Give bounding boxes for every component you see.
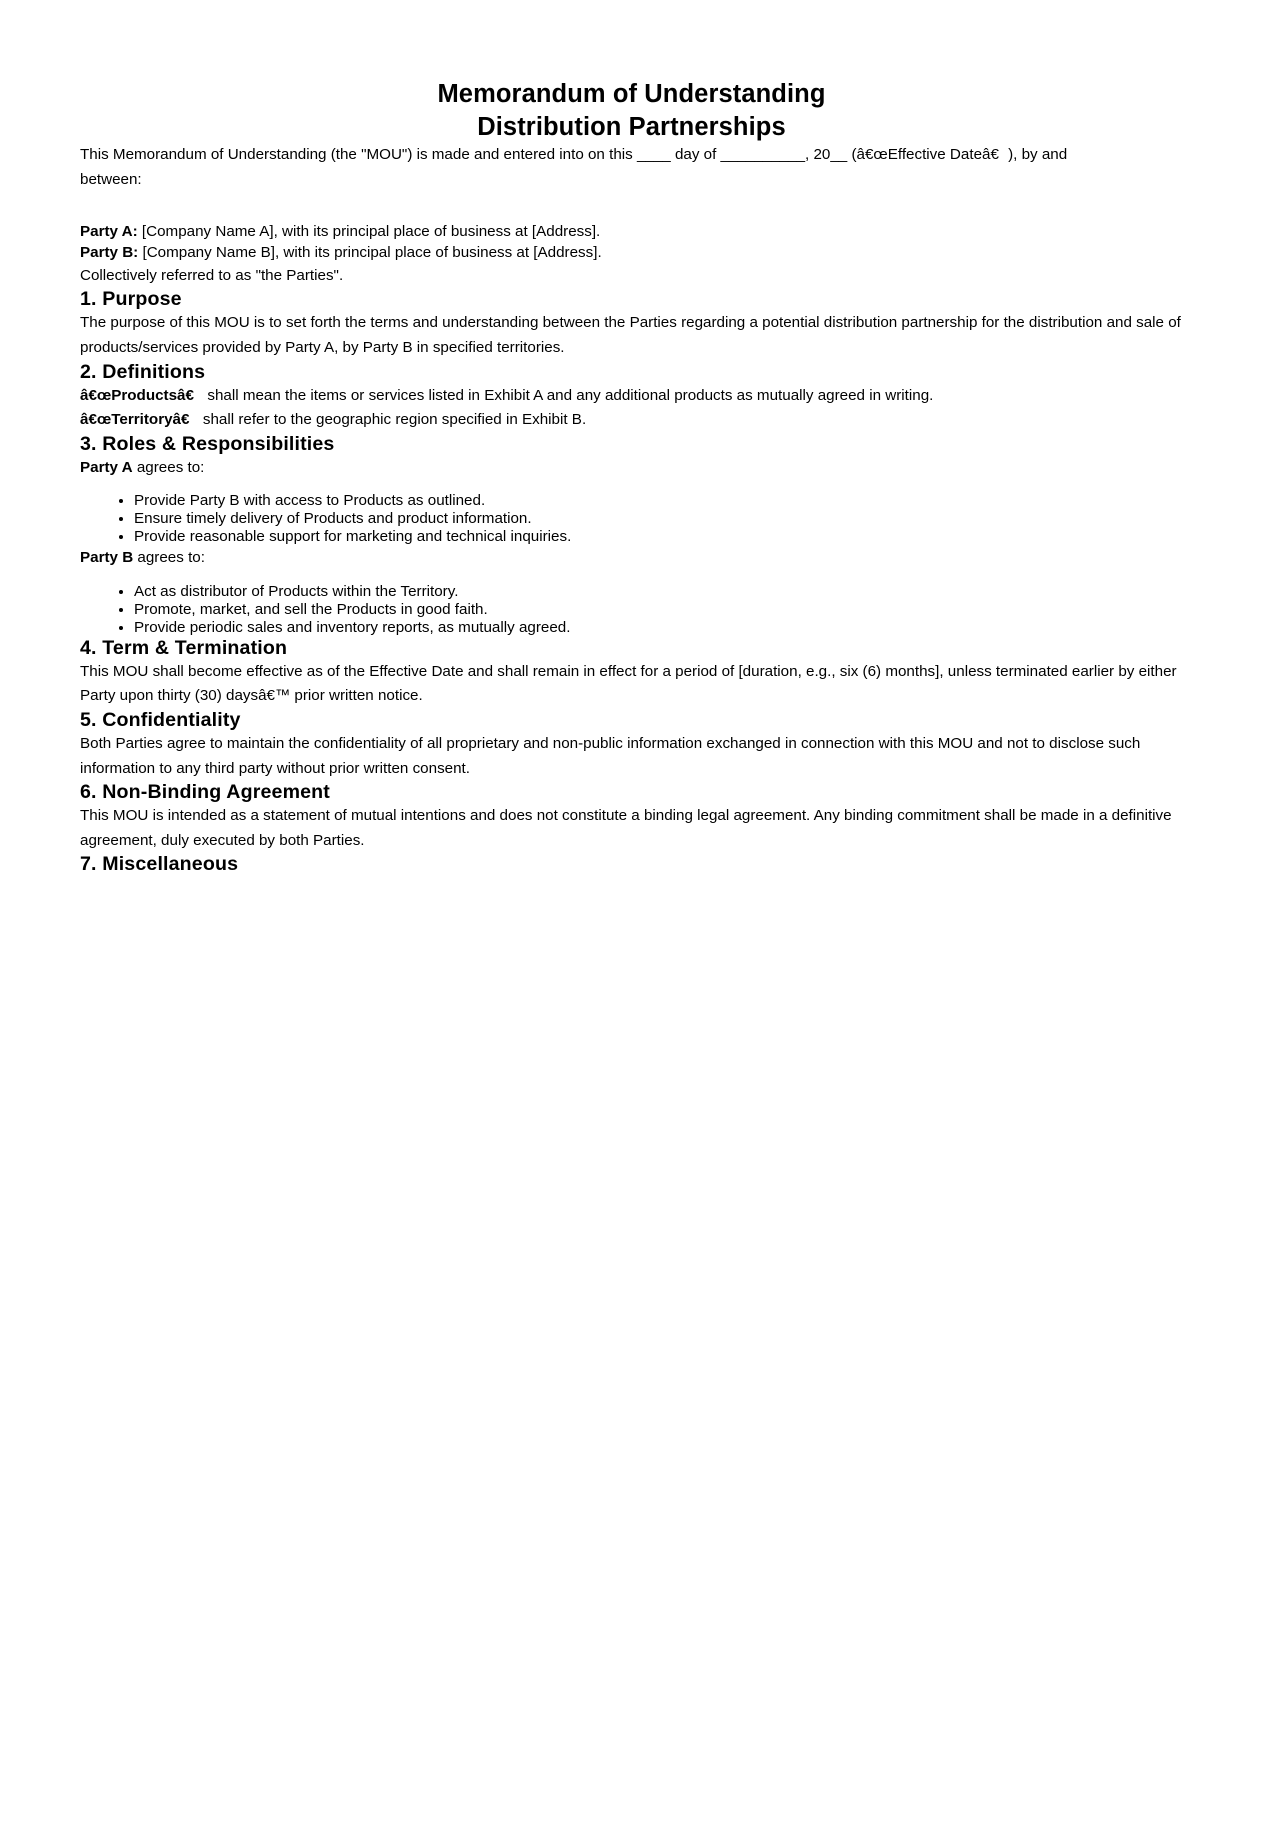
definition-territory-text: shall refer to the geographic region specified in Exhibit B.	[198, 411, 587, 429]
party-b-line	[80, 242, 1183, 264]
party-b-text: [Company Name B], with its principal place of business at [Address].	[138, 244, 602, 262]
section-body-non-binding: This MOU is intended as a statement of mutual intentions and does not constitute a binding legal agreement. Any binding commitment shall be made in a definitive agreement, duly executed by both Parties.	[80, 807, 1172, 849]
definition-products-text: shall mean the items or services listed in Exhibit A and any additional products as mutually agreed in writing.	[203, 386, 934, 404]
definition-products-term: â€œProductsâ€	[80, 386, 204, 404]
list-item: • Ensure timely delivery of Products and product information.	[134, 510, 1183, 528]
title-line-1: Memorandum of Understanding	[437, 80, 826, 108]
list-item: • Act as distributor of Products within the Territory.	[134, 583, 1183, 601]
party-a-label: Party A:	[80, 222, 138, 240]
section-heading-non-binding: 6. Non-Binding Agreement	[80, 781, 330, 804]
section-heading-definitions: 2. Definitions	[80, 360, 206, 383]
definition-territory-term: â€œTerritoryâ€	[80, 411, 199, 429]
party-b-agrees-text: agrees to:	[133, 549, 205, 567]
party-a-line	[80, 221, 1183, 243]
definition-territory	[80, 408, 1183, 433]
page-title	[80, 60, 1183, 143]
title-line-2: Distribution Partnerships	[477, 112, 786, 141]
section-heading-roles: 3. Roles & Responsibilities	[80, 432, 335, 455]
section-heading-miscellaneous: 7. Miscellaneous	[80, 853, 239, 876]
list-item: • Promote, market, and sell the Products in good faith.	[134, 601, 1183, 619]
party-b-agrees-lead	[80, 546, 1183, 571]
section-body-confidentiality: Both Parties agree to maintain the confidentiality of all proprietary and non-public information exchanged in connection with this MOU and not to disclose such information to any third party without prior written consent.	[80, 734, 1141, 777]
section-body-purpose: The purpose of this MOU is to set forth the terms and understanding between the Parties regarding a potential distribution partnership for the distribution and sale of products/services provided by Party A, by Party B in specified territories.	[80, 314, 1181, 356]
list-item: • Provide reasonable support for marketing and technical inquiries.	[134, 528, 1183, 546]
party-a-agrees-text: agrees to:	[132, 458, 205, 476]
party-a-responsibilities-list	[80, 492, 1183, 546]
parties-block	[80, 221, 1183, 264]
list-item: • Provide periodic sales and inventory reports, as mutually agreed.	[134, 619, 1183, 637]
party-b-responsibilities-list	[80, 583, 1183, 637]
collective-reference: Collectively referred to as "the Parties".	[80, 266, 344, 284]
party-a-agrees-label: Party A	[80, 458, 133, 476]
list-item: • Provide Party B with access to Products as outlined.	[134, 492, 1183, 510]
definition-products	[80, 384, 1183, 409]
section-body-term-termination: This MOU shall become effective as of the Effective Date and shall remain in effect for a period of [duration, e.g., six (6) months], unless terminated earlier by either Party upon thirty (30) daysâ€™ prior written notice.	[80, 662, 1177, 705]
section-heading-confidentiality: 5. Confidentiality	[80, 708, 241, 731]
party-a-text: [Company Name A], with its principal place of business at [Address].	[137, 222, 601, 240]
party-b-agrees-label: Party B	[80, 549, 134, 567]
party-b-label: Party B:	[80, 244, 139, 262]
document-content	[80, 60, 1183, 876]
party-a-agrees-lead	[80, 456, 1183, 481]
section-heading-term-termination: 4. Term & Termination	[80, 636, 288, 659]
intro-paragraph: This Memorandum of Understanding (the "MOU") is made and entered into on this ____ day of __________, 20__ (â€œEffective Dateâ€), by and between:	[80, 146, 1068, 188]
section-heading-purpose: 1. Purpose	[80, 288, 182, 311]
